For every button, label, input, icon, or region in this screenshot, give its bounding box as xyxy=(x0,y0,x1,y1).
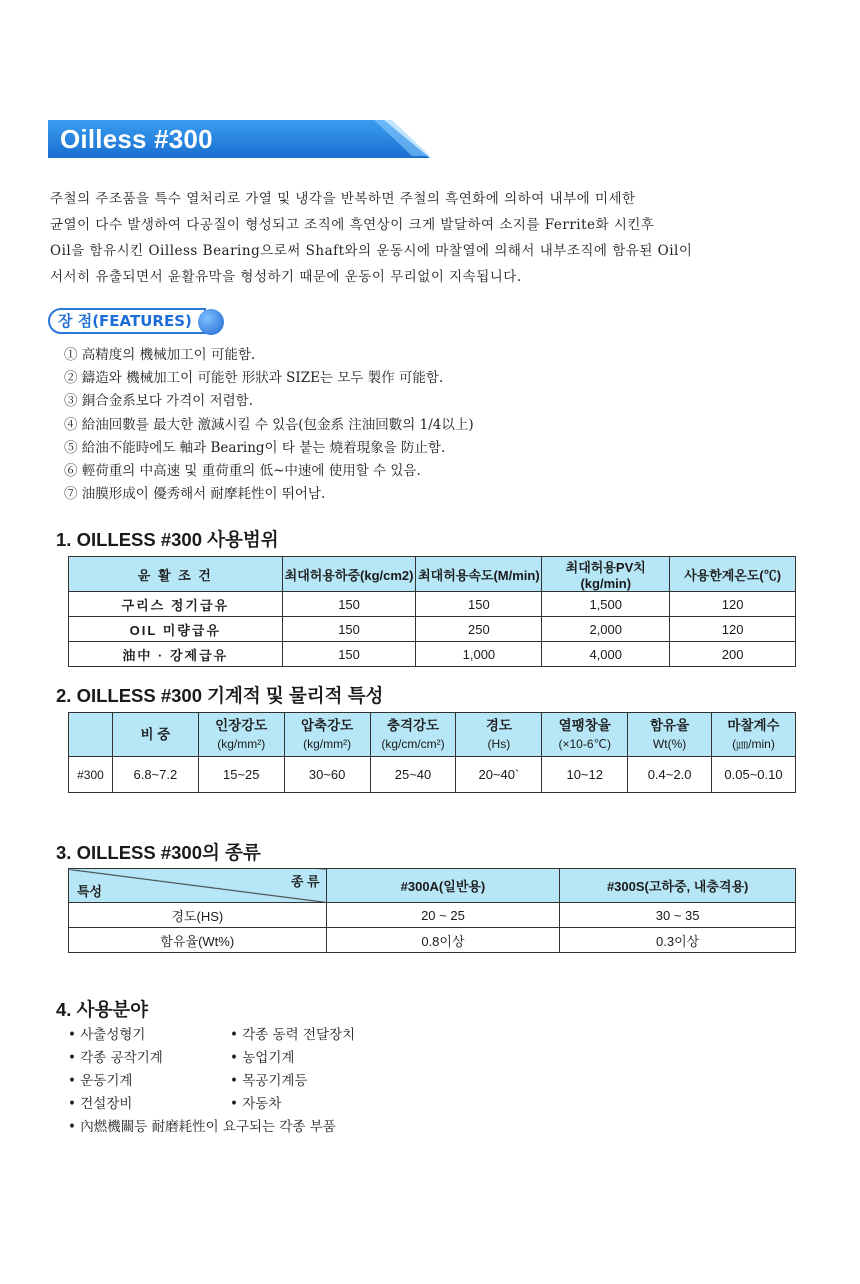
table-cell: 4,000 xyxy=(542,642,670,667)
table-cell: 0.4~2.0 xyxy=(628,757,712,793)
list-row xyxy=(68,1047,355,1070)
feature-item: ④ 給油回數를 最大한 激減시킬 수 있음(包金系 注油回數의 1/4以上) xyxy=(64,416,474,433)
table-cell: 1,500 xyxy=(542,592,670,617)
table-row xyxy=(69,903,796,928)
table-cell: 120 xyxy=(670,592,796,617)
table-cell: 25~40 xyxy=(370,757,456,793)
feature-item: ⑤ 給油不能時에도 軸과 Bearing이 타 붙는 燒着現象을 防止함. xyxy=(64,439,446,456)
header-unit: (kg/mm²) xyxy=(217,736,266,751)
list-row xyxy=(68,1116,355,1139)
table-header xyxy=(198,713,284,757)
table-row xyxy=(69,928,796,953)
section1-heading: 1. OILLESS #300 사용범위 xyxy=(56,529,279,550)
section3-heading: 3. OILLESS #300의 종류 xyxy=(56,842,261,863)
list-row xyxy=(68,1024,355,1047)
table-cell: 20 ~ 25 xyxy=(326,903,560,928)
intro-paragraph xyxy=(50,186,810,290)
table-header: #300S(고하중, 내충격용) xyxy=(560,869,796,903)
table-header xyxy=(712,713,796,757)
table-header: 최대허용속도(M/min) xyxy=(416,557,542,592)
table-cell: OIL 미량급유 xyxy=(69,617,283,642)
table-cell: 0.3이상 xyxy=(560,928,796,953)
table-header xyxy=(112,713,198,757)
feature-item: ① 高精度의 機械加工이 可能함. xyxy=(64,347,256,363)
list-row xyxy=(68,1093,355,1116)
header-unit: (㎛/min) xyxy=(732,736,775,751)
list-item: • 각종 동력 전달장치 xyxy=(230,1027,356,1043)
intro-line: 서서히 유출되면서 윤활유막을 형성하기 때문에 운동이 무리없이 지속됩니다. xyxy=(50,269,522,285)
header-label: 압축강도 xyxy=(301,717,354,733)
header-unit: (kg/cm/cm²) xyxy=(381,736,445,751)
intro-line: 주철의 주조품을 특수 열처리로 가열 및 냉각을 반복하면 주철의 흑연화에 의하여 내부에 미세한 xyxy=(50,191,636,207)
table-cell: 구리스 정기급유 xyxy=(69,592,283,617)
table-cell: 150 xyxy=(282,617,416,642)
corner-bottom-label: 특성 xyxy=(77,884,103,899)
table-cell: 경도(HS) xyxy=(69,903,327,928)
list-item: • 자동차 xyxy=(230,1096,282,1112)
list-item: • 운동기계 xyxy=(68,1073,133,1089)
feature-item: ⑥ 輕荷重의 中高速 및 重荷重의 低~中速에 使用할 수 있음. xyxy=(64,463,421,480)
table-header: 사용한계온도(℃) xyxy=(670,557,796,592)
table-cell: 油中 · 강제급유 xyxy=(69,642,283,667)
header-label: 함유율 xyxy=(650,717,690,733)
table-header xyxy=(69,713,113,757)
table-cell: 1,000 xyxy=(416,642,542,667)
table-cell: 함유율(Wt%) xyxy=(69,928,327,953)
list-item: • 목공기계등 xyxy=(230,1073,308,1089)
header-unit: Wt(%) xyxy=(652,736,687,751)
table-cell: 10~12 xyxy=(542,757,628,793)
feature-item: ⑦ 油膜形成이 優秀해서 耐摩耗性이 뛰어남. xyxy=(64,486,326,503)
section2-heading: 2. OILLESS #300 기계적 및 물리적 특성 xyxy=(56,685,384,706)
header-label: 경도 xyxy=(485,717,512,733)
list-item: • 건설장비 xyxy=(68,1096,133,1112)
table-cell: 200 xyxy=(670,642,796,667)
feature-item: ③ 銅合金系보다 가격이 저렴함. xyxy=(64,393,253,410)
table-header: #300A(일반용) xyxy=(326,869,560,903)
header-unit: (×10-6℃) xyxy=(558,736,611,751)
table-header: 최대허용하중(kg/cm2) xyxy=(282,557,416,592)
usage-range-table xyxy=(68,556,796,667)
features-list xyxy=(64,344,474,506)
page-title: Oilless #300 xyxy=(60,124,213,154)
header-label: 열팽창율 xyxy=(558,717,611,733)
header-label: 마찰계수 xyxy=(727,717,780,733)
table-header: 윤 활 조 건 xyxy=(69,557,283,592)
table-cell: 150 xyxy=(282,642,416,667)
table-header xyxy=(628,713,712,757)
table-cell: 150 xyxy=(416,592,542,617)
intro-line: 균열이 다수 발생하여 다공질이 형성되고 조직에 흑연상이 크게 발달하여 소지를 Ferrite화 시킨후 xyxy=(50,217,655,233)
table-header xyxy=(456,713,542,757)
list-item: • 농업기계 xyxy=(230,1050,295,1066)
table-row xyxy=(69,757,796,793)
header-unit: (Hs) xyxy=(487,736,511,751)
list-item: • 각종 공작기계 xyxy=(68,1050,163,1066)
table-cell: 30 ~ 35 xyxy=(560,903,796,928)
title-banner xyxy=(48,120,430,158)
table-row xyxy=(69,592,796,617)
corner-top-label: 종 류 xyxy=(290,874,320,889)
section4-heading: 4. 사용분야 xyxy=(56,999,149,1020)
header-label: 충격강도 xyxy=(386,717,440,733)
header-label: 인장강도 xyxy=(215,717,268,733)
table-row xyxy=(69,617,796,642)
feature-item: ② 鑄造와 機械加工이 可能한 形狀과 SIZE는 모두 製作 可能함. xyxy=(64,370,444,387)
table-cell: 15~25 xyxy=(198,757,284,793)
table-row xyxy=(69,642,796,667)
table-header-row xyxy=(69,713,796,757)
list-item: • 사출성형기 xyxy=(68,1027,146,1043)
list-item: • 內燃機關등 耐磨耗性이 요구되는 각종 부품 xyxy=(68,1119,336,1135)
table-header xyxy=(542,713,628,757)
table-cell: 6.8~7.2 xyxy=(112,757,198,793)
table-header-row xyxy=(69,869,796,903)
table-header: 최대허용PV치(kg/min) xyxy=(542,557,670,592)
table-cell: 150 xyxy=(282,592,416,617)
table-cell: 250 xyxy=(416,617,542,642)
table-header xyxy=(370,713,456,757)
table-cell: 2,000 xyxy=(542,617,670,642)
properties-table xyxy=(68,712,796,793)
table-cell: 0.05~0.10 xyxy=(712,757,796,793)
table-cell: 120 xyxy=(670,617,796,642)
table-header-row xyxy=(69,557,796,592)
features-title: 장 점(FEATURES) xyxy=(58,312,192,330)
types-table xyxy=(68,868,796,953)
list-row xyxy=(68,1070,355,1093)
table-corner-header xyxy=(69,869,327,903)
features-dot-icon xyxy=(198,309,224,335)
table-header xyxy=(284,713,370,757)
table-cell: #300 xyxy=(69,757,113,793)
table-cell: 30~60 xyxy=(284,757,370,793)
header-label: 비 중 xyxy=(140,727,171,742)
header-unit: (kg/mm²) xyxy=(303,736,352,751)
intro-line: Oil을 함유시킨 Oilless Bearing으로써 Shaft와의 운동시에 마찰열에 의해서 내부조직에 함유된 Oil이 xyxy=(50,243,693,259)
table-cell: 20~40` xyxy=(456,757,542,793)
usage-fields-list xyxy=(68,1024,355,1139)
table-cell: 0.8이상 xyxy=(326,928,560,953)
